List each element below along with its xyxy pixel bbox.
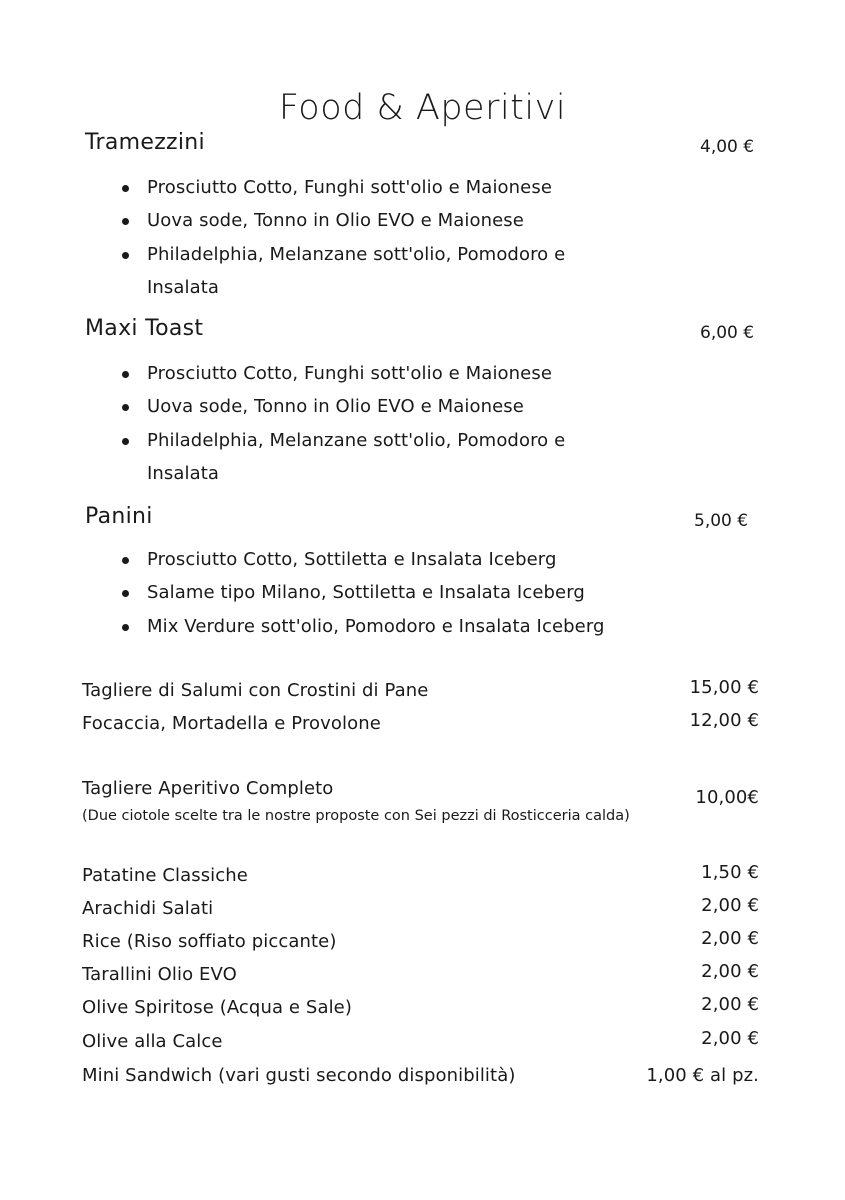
menu-item-name: Patatine Classiche (82, 865, 248, 886)
menu-item-name: Olive alla Calce (82, 1031, 223, 1052)
section-panini (85, 502, 765, 637)
list-item (122, 357, 602, 390)
list-item (122, 390, 602, 423)
list-item-text: Philadelphia, Melanzane sott'olio, Pomodoro e Insalata (147, 243, 566, 298)
bullet-icon (122, 438, 129, 445)
item-list (122, 171, 602, 304)
list-item (122, 238, 602, 305)
menu-item-price: 1,50 € (701, 862, 759, 883)
section-maxi-toast (85, 314, 765, 484)
section-header (85, 128, 765, 162)
list-item (122, 204, 602, 237)
list-item (122, 171, 602, 204)
menu-item-price: 10,00€ (695, 787, 759, 808)
menu-item-price: 15,00 € (689, 677, 759, 698)
menu-item-note: (Due ciotole scelte tra le nostre proposte con Sei pezzi di Rosticceria calda) (82, 808, 630, 824)
list-item (122, 543, 682, 576)
list-item-text: Uova sode, Tonno in Olio EVO e Maionese (147, 210, 524, 232)
list-item-text: Prosciutto Cotto, Sottiletta e Insalata Iceberg (147, 549, 557, 570)
item-list (122, 543, 682, 643)
list-item-text: Philadelphia, Melanzane sott'olio, Pomodoro e Insalata (147, 429, 566, 484)
menu-item-price: 2,00 € (701, 961, 759, 982)
bullet-icon (122, 371, 129, 378)
menu-item-name: Tarallini Olio EVO (82, 964, 237, 985)
bullet-icon (122, 557, 129, 564)
list-item (122, 576, 682, 609)
list-item-text: Mix Verdure sott'olio, Pomodoro e Insalata Iceberg (147, 615, 605, 637)
bullet-icon (122, 590, 129, 597)
item-list (122, 357, 602, 490)
bullet-icon (122, 624, 129, 631)
section-header (85, 502, 765, 536)
bullet-icon (122, 404, 129, 411)
list-item-text: Prosciutto Cotto, Funghi sott'olio e Maionese (147, 363, 552, 384)
section-price: 6,00 € (700, 323, 755, 343)
menu-item-name: Rice (Riso soffiato piccante) (82, 931, 337, 952)
bullet-icon (122, 185, 129, 192)
menu-item-price: 2,00 € (701, 895, 759, 916)
menu-item-price: 2,00 € (701, 1028, 759, 1049)
section-title: Panini (85, 504, 153, 529)
section-title: Tramezzini (85, 130, 205, 155)
menu-item-name: Olive Spiritose (Acqua e Sale) (82, 997, 352, 1018)
list-item (122, 610, 682, 643)
menu-item-name: Tagliere Aperitivo Completo (82, 778, 334, 799)
section-title: Maxi Toast (85, 316, 204, 341)
menu-item-price: 2,00 € (701, 994, 759, 1015)
section-header (85, 314, 765, 348)
section-tramezzini (85, 128, 765, 298)
bullet-icon (122, 218, 129, 225)
page-title: Food & Aperitivi (278, 88, 567, 128)
section-price: 5,00 € (694, 511, 749, 531)
list-item (122, 424, 602, 491)
list-item-text: Prosciutto Cotto, Funghi sott'olio e Maionese (147, 177, 552, 198)
list-item-text: Uova sode, Tonno in Olio EVO e Maionese (147, 396, 524, 418)
bullet-icon (122, 252, 129, 259)
menu-item-price: 2,00 € (701, 928, 759, 949)
section-price: 4,00 € (700, 137, 755, 157)
list-item-text: Salame tipo Milano, Sottiletta e Insalata Iceberg (147, 582, 585, 604)
menu-item-name: Focaccia, Mortadella e Provolone (82, 713, 381, 734)
menu-item-price: 12,00 € (689, 710, 759, 731)
menu-item-name: Mini Sandwich (vari gusti secondo disponibilità) (82, 1065, 516, 1086)
menu-item-name: Tagliere di Salumi con Crostini di Pane (82, 680, 429, 701)
menu-item-name: Arachidi Salati (82, 898, 214, 919)
menu-item-price: 1,00 € al pz. (646, 1065, 759, 1086)
